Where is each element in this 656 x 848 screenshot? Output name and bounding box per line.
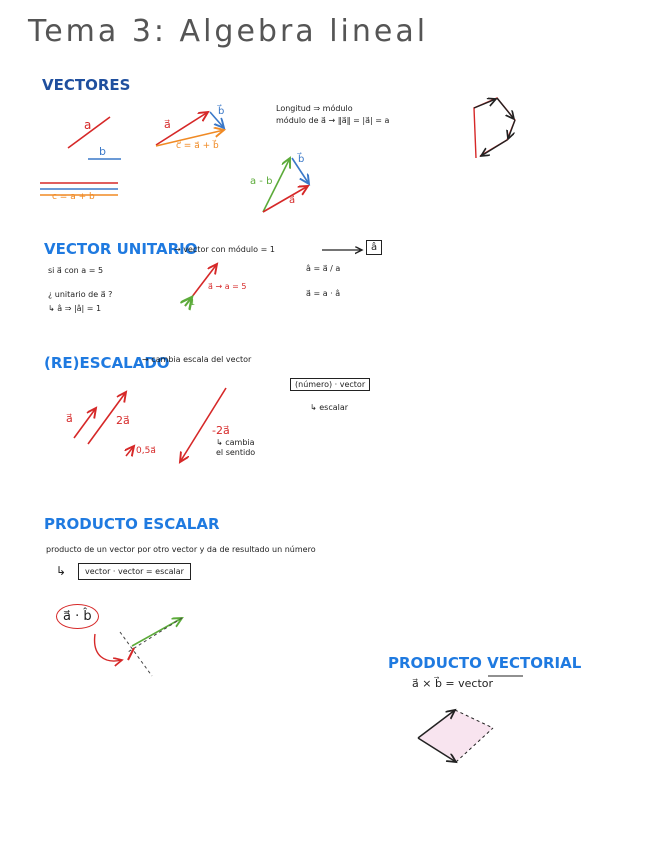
label-vc: c⃗ = a⃗ + b⃗ [176, 141, 219, 151]
label-2a: 2a⃗ [116, 414, 130, 427]
unitario-def: → vector con módulo = 1 [174, 245, 275, 254]
hat-a-box: â [366, 240, 382, 255]
vectores-heading: VECTORES [42, 76, 131, 94]
curved-arrow [95, 634, 122, 661]
formula-a: a⃗ = a · â [306, 289, 341, 298]
escalar-def: producto de un vector por otro vector y da de resultado un número [46, 545, 316, 554]
unitario-question: ¿ unitario de a⃗ ? [48, 290, 113, 299]
modulo-line2: módulo de a⃗ → ‖a⃗‖ = |a⃗| = a [276, 116, 390, 125]
page-title: Tema 3: Algebra lineal [28, 14, 429, 49]
reescalado-def: → cambia escala del vector [142, 355, 252, 364]
escalar-heading: PRODUCTO ESCALAR [44, 515, 220, 533]
escalar-formula-box: vector · vector = escalar [78, 563, 191, 580]
reescalado-note: ↳ cambia el sentido [216, 438, 256, 457]
vectorial-heading: PRODUCTO VECTORIAL [388, 654, 582, 672]
unitario-heading: VECTOR UNITARIO [44, 240, 198, 258]
modulo-line1: Longitud ⇒ módulo [276, 104, 353, 113]
label-a-eq-5: a⃗ → a = 5 [208, 282, 247, 291]
vector-polygon [474, 98, 515, 158]
label-a: a [84, 118, 92, 132]
label-b: b [99, 145, 106, 158]
vector-a-scaled [74, 408, 96, 438]
label-va: a⃗ [164, 118, 171, 131]
label-a-minus-b: a - b [250, 176, 273, 187]
label-c-sum: c = a + b [52, 192, 95, 202]
formula-hat-a: â = a⃗ / a [306, 264, 341, 273]
parallelogram [418, 710, 493, 762]
label-minus-2a: -2a⃗ [212, 424, 230, 437]
unitario-si: si a⃗ con a = 5 [48, 266, 104, 275]
reescalado-box: (número) · vector [290, 378, 370, 391]
escalar-oval: a⃗ · b̂ [56, 604, 99, 629]
escalar-arrow-icon: ↳ [56, 564, 67, 578]
label-tri-b: b⃗ [298, 154, 305, 165]
label-one: 1 [190, 298, 196, 307]
reescalado-escalar: ↳ escalar [310, 403, 349, 412]
vectorial-formula: a⃗ × b⃗ = vector [412, 677, 494, 690]
label-tri-a: a⃗ [289, 195, 296, 206]
label-scaled-a: a⃗ [66, 412, 73, 425]
reescalado-heading: (RE)ESCALADO [44, 354, 170, 372]
label-vb: b⃗ [218, 106, 225, 117]
unitario-answer: ↳ â ⇒ |â| = 1 [48, 304, 102, 313]
vector-half-a [126, 446, 134, 456]
label-half-a: 0,5a⃗ [136, 446, 156, 456]
